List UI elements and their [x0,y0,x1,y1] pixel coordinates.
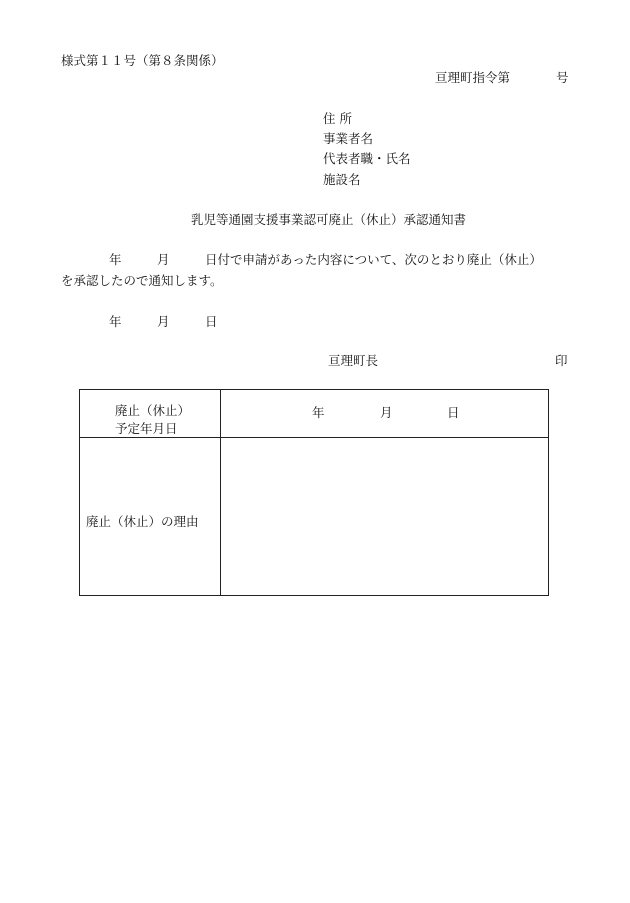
notice-date-month: 月 [157,314,170,329]
addressee-facility-name: 施設名 [323,172,361,187]
addressee-business-name: 事業者名 [323,131,374,146]
document-number-suffix: 号 [556,70,569,85]
body-month: 月 [157,252,170,267]
body-text-line1: 日付で申請があった内容について、次のとおり廃止（休止） [205,252,542,267]
addressee-representative: 代表者職・氏名 [323,151,411,166]
table-column-divider [220,390,221,595]
document-number-label: 亘理町指令第 [435,70,511,85]
scheduled-date-year: 年 [312,405,325,420]
scheduled-date-day: 日 [447,405,460,420]
scheduled-date-label-line2: 予定年月日 [115,421,178,436]
info-table [79,389,549,596]
notice-date-day: 日 [205,314,218,329]
form-number: 様式第１１号（第８条関係） [61,53,224,68]
issuer-name: 亘理町長 [328,353,379,368]
addressee-address: 住 所 [323,111,352,126]
body-text-line2: を承認したので通知します。 [61,273,223,288]
scheduled-date-month: 月 [380,405,393,420]
table-row-divider [80,437,548,438]
notice-date-year: 年 [109,314,122,329]
seal-mark: 印 [555,353,568,368]
document-title: 乳児等通園支援事業認可廃止（休止）承認通知書 [191,212,467,227]
scheduled-date-label-line1: 廃止（休止） [115,403,191,418]
reason-label: 廃止（休止）の理由 [86,514,199,529]
body-year: 年 [109,252,122,267]
